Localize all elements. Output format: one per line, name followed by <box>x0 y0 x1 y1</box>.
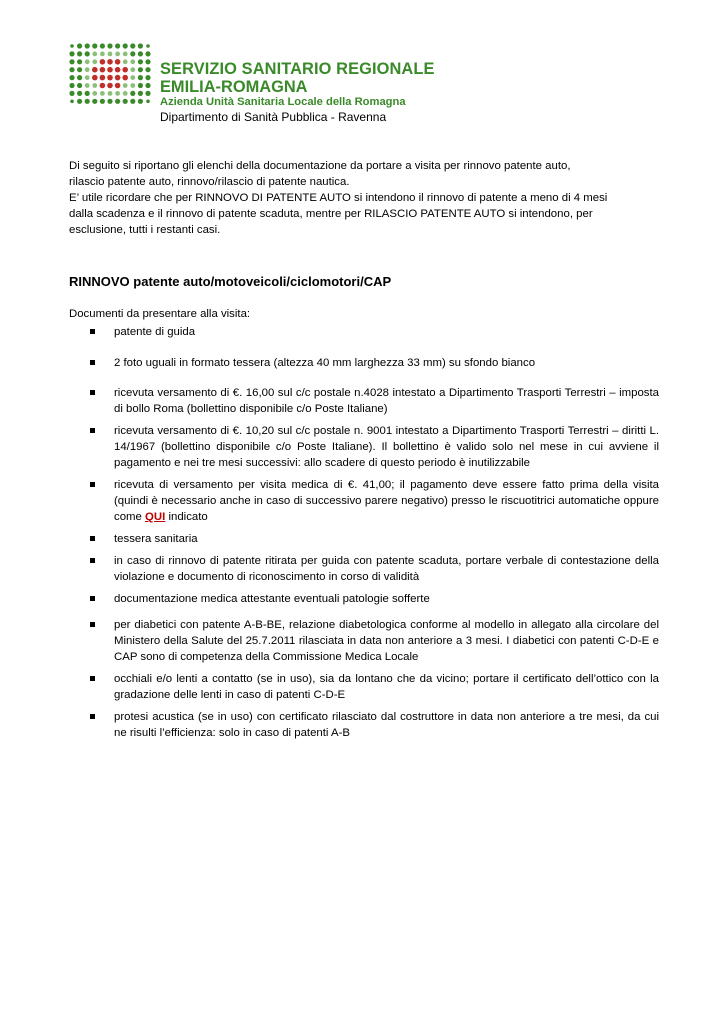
intro-line: dalla scadenza e il rinnovo di patente scaduta, mentre per RILASCIO PATENTE AUTO si intendono, per <box>69 208 593 220</box>
list-item <box>69 324 659 340</box>
org-region: EMILIA-ROMAGNA <box>160 78 308 96</box>
bullet-icon <box>90 714 95 719</box>
list-item-text: ricevuta versamento di €. 10,20 sul c/c postale n. 9001 intestato a Dipartimento Trasporti Terrestri – diritti L. 14/1967 (bollettino disponibile c/o Poste Italiane). Il bollettino è valido solo nel mese in cui avviene il pagamento e nei tre mesi successivi: allo scadere di questo periodo è inutilizzabile <box>114 425 659 469</box>
logo-dot <box>85 83 90 88</box>
list-item <box>69 617 659 665</box>
bullet-icon <box>90 428 95 433</box>
documents-list <box>69 324 659 741</box>
bullet-icon <box>90 622 95 627</box>
logo-dot <box>107 59 113 65</box>
list-item <box>69 671 659 703</box>
list-item <box>69 709 659 741</box>
logo-dot <box>107 83 113 89</box>
logo-dot <box>138 43 143 48</box>
logo-dot <box>69 75 74 80</box>
logo-dot <box>115 83 121 89</box>
list-item-text: ricevuta versamento di €. 16,00 sul c/c postale n.4028 intestato a Dipartimento Trasporti Terrestri – imposta di bollo Roma (bollettino disponibile c/o Poste Italiane) <box>114 387 659 415</box>
logo-dot <box>69 91 74 96</box>
list-item-text: in caso di rinnovo di patente ritirata per guida con patente scaduta, portare verbale di contestazione della violazione e documento di riconoscimento in corso di validità <box>114 555 659 583</box>
logo-dot <box>100 67 106 73</box>
department: Dipartimento di Sanità Pubblica - Ravenna <box>160 110 387 124</box>
list-item-text: documentazione medica attestante eventuali patologie sofferte <box>114 593 430 605</box>
logo-dot <box>77 91 82 96</box>
logo-dot <box>122 75 128 81</box>
org-name: SERVIZIO SANITARIO REGIONALE <box>160 60 435 78</box>
logo-dot <box>69 51 74 56</box>
logo-dot <box>123 91 128 96</box>
logo-dot <box>77 83 82 88</box>
qui-link[interactable]: QUI <box>145 511 166 523</box>
logo-dot <box>123 59 128 64</box>
logo-dot <box>100 91 105 96</box>
logo-dot <box>115 52 120 57</box>
logo-dot <box>123 99 128 104</box>
logo-dot <box>92 67 98 73</box>
bullet-icon <box>90 596 95 601</box>
logo-dot <box>100 99 105 104</box>
list-item <box>69 385 659 417</box>
intro-line: Di seguito si riportano gli elenchi della documentazione da portare a visita per rinnovo patente auto, <box>69 160 571 172</box>
logo-dot <box>145 75 150 80</box>
logo-dot <box>77 75 82 80</box>
logo-dot <box>69 83 74 88</box>
list-item <box>69 477 659 525</box>
logo-dot <box>85 59 90 64</box>
logo-dot <box>107 43 112 48</box>
logo-dot <box>107 99 112 104</box>
logo-dot <box>85 67 90 72</box>
bullet-icon <box>90 482 95 487</box>
logo-dot <box>107 75 113 81</box>
logo-dot <box>115 75 121 81</box>
logo-dot <box>122 67 128 73</box>
logo-dot <box>145 51 150 56</box>
logo-dot <box>130 99 135 104</box>
list-item <box>69 553 659 585</box>
logo-dot <box>138 51 143 56</box>
logo-dot <box>130 75 135 80</box>
logo-dot <box>70 44 74 48</box>
logo-dot <box>85 43 90 48</box>
logo-dot <box>123 52 128 57</box>
intro-line: esclusione, tutti i restanti casi. <box>69 224 221 236</box>
logo-dot <box>115 99 120 104</box>
logo-dot <box>77 51 82 56</box>
bullet-icon <box>90 329 95 334</box>
logo-dot <box>130 51 135 56</box>
logo-dot <box>100 43 105 48</box>
intro-line: rilascio patente auto, rinnovo/rilascio di patente nautica. <box>69 176 350 188</box>
list-item <box>69 355 659 371</box>
org-unit: Azienda Unità Sanitaria Locale della Romagna <box>160 96 406 108</box>
logo-dot <box>100 83 106 89</box>
logo-dot <box>145 59 150 64</box>
logo-dot <box>85 75 90 80</box>
logo-dot <box>92 59 97 64</box>
logo-dot <box>123 43 128 48</box>
logo-dot <box>85 91 90 96</box>
list-item <box>69 423 659 471</box>
logo-dot <box>70 100 74 104</box>
logo-dot <box>138 99 143 104</box>
logo-dot <box>92 75 98 81</box>
logo-dot <box>138 83 143 88</box>
list-item-text: protesi acustica (se in uso) con certificato rilasciato dal costruttore in data non anteriore a tre mesi, da cui ne risulti l’efficienza: solo in caso di patenti A-B <box>114 711 659 739</box>
logo-dot <box>92 52 97 57</box>
logo-dot <box>85 51 90 56</box>
logo-dot <box>130 91 135 96</box>
logo-dot <box>145 91 150 96</box>
logo-dot <box>130 67 135 72</box>
list-item-text: occhiali e/o lenti a contatto (se in uso), sia da lontano che da vicino; portare il certificato dell’ottico con la gradazione delle lenti in caso di patenti C-D-E <box>114 673 659 701</box>
logo-dot <box>138 59 143 64</box>
logo-dot <box>77 59 82 64</box>
list-item-text: tessera sanitaria <box>114 533 198 545</box>
logo-icon <box>68 42 152 106</box>
bullet-icon <box>90 558 95 563</box>
logo-dot <box>100 75 106 81</box>
logo-dot <box>77 43 82 48</box>
logo-dot <box>115 91 120 96</box>
logo-dot <box>100 52 105 57</box>
bullet-icon <box>90 390 95 395</box>
logo-dot <box>145 67 150 72</box>
logo-dot <box>146 44 150 48</box>
docs-label: Documenti da presentare alla visita: <box>69 308 251 320</box>
logo-dot <box>138 67 143 72</box>
bullet-icon <box>90 536 95 541</box>
logo-dot <box>146 100 150 104</box>
list-item-text: patente di guida <box>114 326 196 338</box>
logo-dot <box>92 43 97 48</box>
logo-dot <box>92 91 97 96</box>
logo-dot <box>85 99 90 104</box>
logo-dot <box>115 43 120 48</box>
logo-dot <box>69 59 74 64</box>
list-item-text: 2 foto uguali in formato tessera (altezza 40 mm larghezza 33 mm) su sfondo bianco <box>114 357 536 369</box>
bullet-icon <box>90 676 95 681</box>
logo-dot <box>92 83 97 88</box>
logo-dot <box>138 91 143 96</box>
logo-dot <box>138 75 143 80</box>
logo-dot <box>115 67 121 73</box>
list-item-text: per diabetici con patente A-B-BE, relazione diabetologica conforme al modello in allegato alla circolare del Ministero della Salute del 25.7.2011 rilasciata in data non anteriore a 3 mesi. I diabetici con patenti C-D-E e CAP sono di competenza della Commissione Medica Locale <box>114 619 659 663</box>
logo-dot <box>77 99 82 104</box>
logo-dot <box>130 59 135 64</box>
intro-paragraph <box>69 158 659 238</box>
logo-dot <box>92 99 97 104</box>
bullet-icon <box>90 360 95 365</box>
section-title: RINNOVO patente auto/motoveicoli/ciclomotori/CAP <box>69 274 392 289</box>
list-item <box>69 531 659 547</box>
list-item <box>69 591 659 607</box>
document-body <box>69 158 659 741</box>
logo-dot <box>130 83 135 88</box>
logo-dot <box>108 52 113 57</box>
logo-dot <box>123 83 128 88</box>
logo-dot <box>108 91 113 96</box>
logo-dot <box>107 67 113 73</box>
payment-text: ricevuta di versamento per visita medica di €. 41,00; il pagamento deve essere fatto prima della visita (quindi è necessario anche in caso di successivo parere negativo) presso le riscuotitrici automatiche oppure come <box>114 479 659 523</box>
logo-dot <box>69 67 74 72</box>
payment-text-end: indicato <box>165 511 208 523</box>
logo-dot <box>100 59 106 65</box>
logo-dot <box>145 83 150 88</box>
logo-dot <box>77 67 82 72</box>
logo-dot <box>115 59 121 65</box>
logo-dot <box>130 43 135 48</box>
intro-line: E’ utile ricordare che per RINNOVO DI PATENTE AUTO si intendono il rinnovo di patente a meno di 4 mesi <box>69 192 608 204</box>
